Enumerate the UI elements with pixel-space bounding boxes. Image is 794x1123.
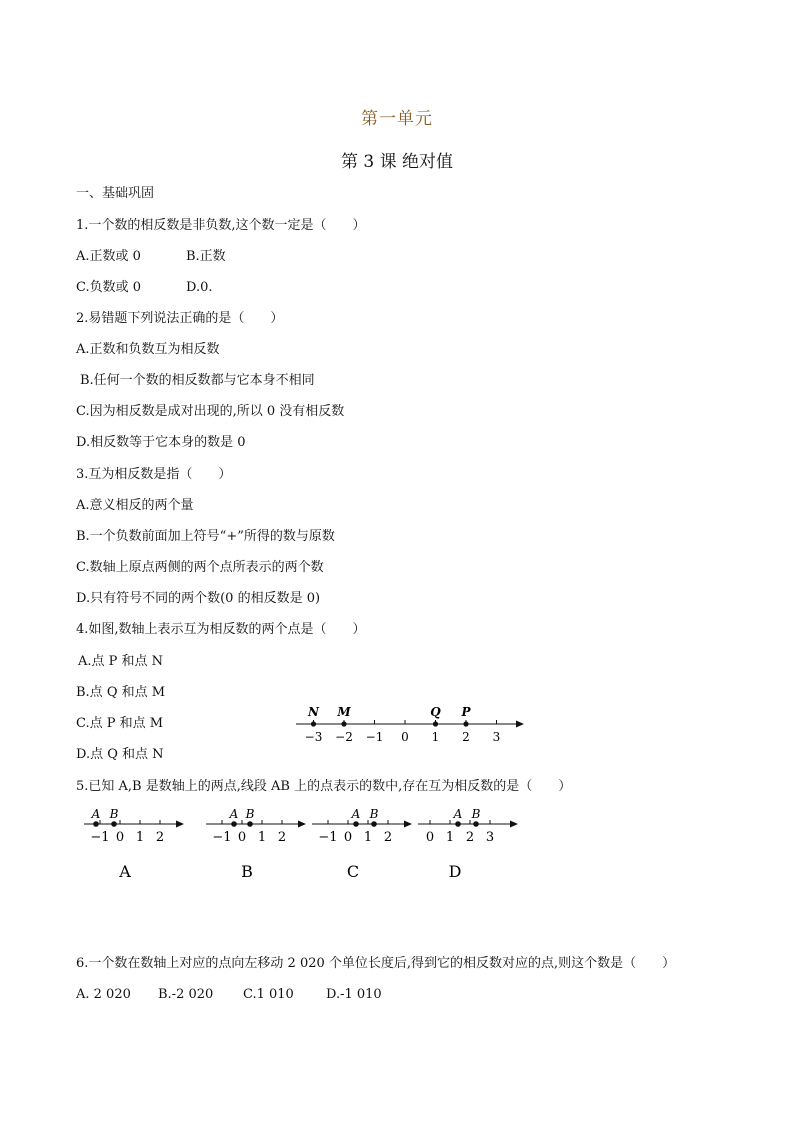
q5-tick-label: 2	[465, 830, 475, 845]
q4-option-d: D.点 Q 和点 N	[76, 747, 164, 762]
q5-point-label: B	[471, 807, 481, 821]
q5-figure-a	[84, 807, 184, 881]
q4-option-b: B.点 Q 和点 M	[76, 685, 166, 700]
q5-tick-label: 0	[115, 830, 125, 845]
q3-stem: 3.互为相反数是指（ ）	[76, 467, 232, 482]
q4-point-q	[433, 721, 438, 726]
q4-tick-label: −3	[304, 730, 323, 744]
q5-tick-label: 2	[383, 830, 393, 845]
q2-option-c: C.因为相反数是成对出现的,所以 0 没有相反数	[76, 404, 345, 419]
q5-point-label: B	[245, 807, 255, 821]
q4-option-c: C.点 P 和点 M	[76, 716, 164, 731]
q1-stem: 1.一个数的相反数是非负数,这个数一定是（ ）	[76, 218, 366, 233]
q5-point-a	[93, 821, 99, 827]
q5-point-a	[455, 821, 461, 827]
lesson-title: 第 3 课 绝对值	[340, 152, 454, 172]
q5-tick-label: 1	[257, 830, 267, 845]
q1-option-a: A.正数或 0	[76, 249, 141, 264]
q5-point-b	[473, 821, 479, 827]
q5-stem: 5.已知 A,B 是数轴上的两点,线段 AB 上的点表示的数中,存在互为相反数的是（ ）	[76, 779, 572, 794]
q4-point-label: N	[308, 705, 319, 719]
q4-tick-label: 0	[401, 730, 409, 744]
q5-point-a	[231, 821, 237, 827]
q5-tick-label: −1	[90, 830, 110, 845]
q4-option-a: A.点 P 和点 N	[78, 654, 164, 669]
unit-title: 第一单元	[361, 109, 433, 129]
q4-axis-arrow	[516, 721, 524, 728]
q4-point-label: P	[461, 705, 471, 719]
q4-tick-label: 2	[462, 730, 470, 744]
q4-point-n	[311, 721, 316, 726]
q5-figure-caption: D	[448, 862, 462, 881]
q5-tick-label: 2	[277, 830, 287, 845]
q2-option-d: D.相反数等于它本身的数是 0	[76, 435, 246, 450]
q1-option-b: B.正数	[186, 249, 226, 264]
q3-option-c: C.数轴上原点两侧的两个点所表示的两个数	[76, 560, 324, 575]
q5-tick-label: 3	[485, 830, 495, 845]
q4-tick-label: −2	[335, 730, 353, 744]
q5-tick-label: −1	[318, 830, 338, 845]
q5-tick-label: 0	[425, 830, 435, 845]
q5-tick-label: 1	[363, 830, 373, 845]
q5-axis-arrow	[176, 821, 184, 828]
q4-point-p	[463, 721, 468, 726]
q4-tick-label: 3	[492, 730, 501, 744]
q5-axis-arrow	[510, 821, 518, 828]
q5-tick-label: 1	[445, 830, 455, 845]
q2-stem: 2.易错题下列说法正确的是（ ）	[76, 311, 284, 326]
q2-option-a: A.正数和负数互为相反数	[76, 342, 220, 357]
q3-option-a: A.意义相反的两个量	[76, 498, 194, 513]
q2-option-b: B.任何一个数的相反数都与它本身不相同	[80, 373, 315, 388]
section-heading: 一、基础巩固	[76, 186, 155, 201]
q5-tick-label: −1	[212, 830, 232, 845]
q3-option-b: B.一个负数前面加上符号“+”所得的数与原数	[76, 529, 335, 544]
q5-axis-arrow	[298, 821, 306, 828]
q4-point-label: M	[337, 705, 351, 719]
q4-number-line	[290, 698, 530, 748]
q5-figure-caption: B	[241, 862, 253, 881]
q5-tick-label: 0	[343, 830, 353, 845]
q5-point-b	[371, 821, 377, 827]
q5-figure-c	[312, 807, 412, 881]
q5-figure-caption: A	[119, 862, 131, 881]
q5-figure-d	[418, 807, 518, 881]
q6-stem: 6.一个数在数轴上对应的点向左移动 2 020 个单位长度后,得到它的相反数对应的点,则这个数是（ ）	[76, 956, 676, 971]
q4-tick-label: −1	[365, 730, 384, 744]
q5-point-a	[353, 821, 359, 827]
q5-point-label: A	[229, 807, 239, 821]
q4-stem: 4.如图,数轴上表示互为相反数的两个点是（ ）	[76, 622, 366, 637]
q6-option-d: D.-1 010	[326, 987, 382, 1002]
q5-tick-label: 0	[237, 830, 247, 845]
q4-tick-label: 1	[431, 730, 440, 744]
q5-figure-b	[206, 807, 306, 881]
q5-point-label: A	[453, 807, 463, 821]
q1-option-d: D.0.	[186, 280, 213, 295]
q5-figure-caption: C	[346, 862, 360, 881]
q3-option-d: D.只有符号不同的两个数(0 的相反数是 0)	[76, 591, 321, 606]
q6-option-b: B.-2 020	[158, 987, 214, 1002]
q5-point-label: A	[351, 807, 361, 821]
q5-tick-label: 1	[135, 830, 145, 845]
q1-option-c: C.负数或 0	[76, 280, 142, 295]
q5-axis-arrow	[404, 821, 412, 828]
q5-point-b	[111, 821, 117, 827]
q5-point-b	[247, 821, 253, 827]
q5-point-label: B	[369, 807, 379, 821]
q4-point-label: Q	[430, 705, 441, 719]
q5-tick-label: 2	[155, 830, 165, 845]
q5-number-lines	[80, 802, 520, 892]
q5-point-label: B	[109, 807, 119, 821]
q6-option-c: C.1 010	[243, 987, 294, 1002]
q5-point-label: A	[91, 807, 101, 821]
q6-option-a: A. 2 020	[76, 987, 131, 1002]
q4-point-m	[341, 721, 346, 726]
